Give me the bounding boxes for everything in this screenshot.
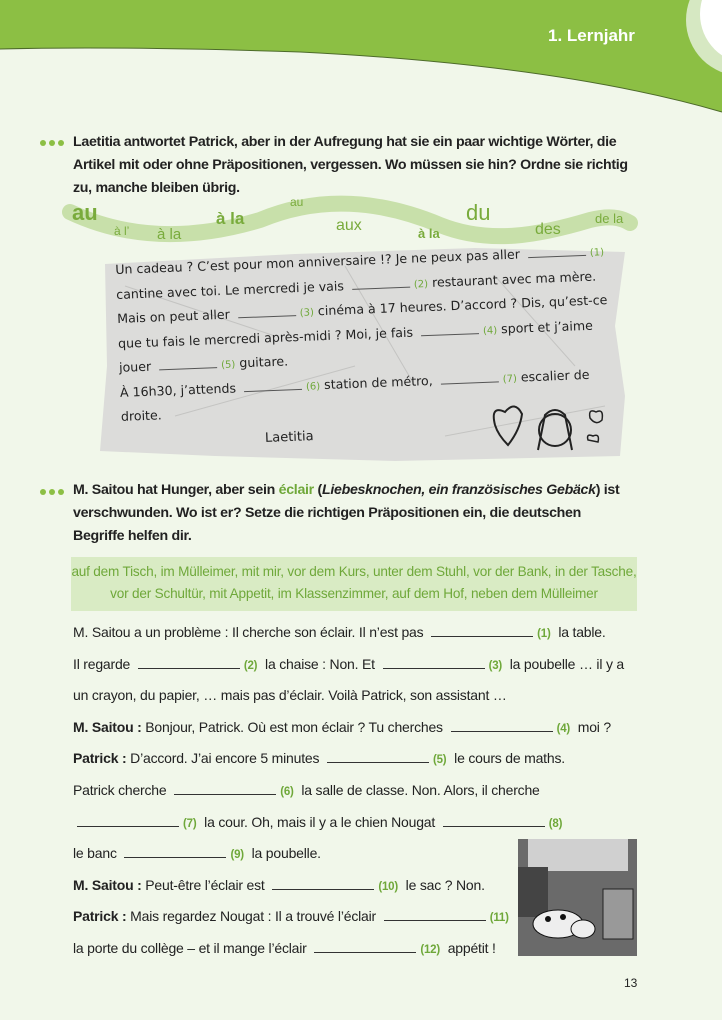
blank-number: (7) xyxy=(502,373,518,385)
text-segment: Un cadeau ? C’est pour mon anniversaire !? Je ne peux pas aller xyxy=(115,246,521,277)
text-segment: escalier de xyxy=(520,366,590,385)
blank-input[interactable] xyxy=(314,941,416,953)
blank-input[interactable] xyxy=(528,245,586,258)
blank-input[interactable] xyxy=(327,751,429,763)
blank-number: (5) xyxy=(220,359,236,371)
word-bank-item[interactable]: à la xyxy=(216,209,245,228)
text-segment: sport et j’aime xyxy=(500,317,594,336)
text-line xyxy=(73,782,624,814)
blank-number: (12) xyxy=(420,943,440,956)
word-box: auf dem Tisch, im Mülleimer, mit mir, vor dem Kurs, unter dem Stuhl, vor der Bank, in der Tasche, vor der Schultür, mit Appetit, im Klassenzimmer, auf dem Hof, neben dem Mülleimer xyxy=(71,557,637,611)
instruction-text: ) ist verschwunden. Wo ist er? Setze die richtigen Präpositionen ein, die deutschen Begriffe helfen dir. xyxy=(73,482,620,544)
blank-number: (11) xyxy=(489,912,509,925)
blank-number: (10) xyxy=(378,880,398,893)
page-number: 13 xyxy=(624,976,638,990)
exercise-bullet-icon xyxy=(40,140,64,146)
word-bank-item[interactable]: des xyxy=(535,221,561,238)
word-bank-item[interactable]: à la xyxy=(418,226,440,241)
blank-input[interactable] xyxy=(451,720,553,732)
blank-number: (1) xyxy=(589,247,605,259)
blank-input[interactable] xyxy=(272,878,374,890)
blank-input[interactable] xyxy=(431,625,533,637)
note-signature: Laetitia xyxy=(264,429,314,446)
highlight-word: éclair xyxy=(278,482,314,498)
header-banner xyxy=(0,0,722,120)
text-segment: guitare. xyxy=(239,353,289,371)
word-bank-item[interactable]: à la xyxy=(157,226,182,243)
text-line xyxy=(73,656,624,688)
blank-number: (3) xyxy=(299,307,315,319)
speaker-label: Patrick : xyxy=(73,908,127,925)
text-segment: D’accord. J’ai encore 5 minutes xyxy=(130,750,320,767)
blank-input[interactable] xyxy=(440,371,498,384)
blank-number: (1) xyxy=(537,628,551,640)
speaker-label: Patrick : xyxy=(73,750,127,767)
text-segment: un crayon, du papier, … mais pas d’éclair. Voilà Patrick, son assistant … xyxy=(73,687,507,704)
text-line xyxy=(73,750,624,782)
word-bank-item[interactable]: au xyxy=(290,195,304,209)
text-segment: M. Saitou a un problème : Il cherche son éclair. Il n’est pas xyxy=(73,624,424,640)
word-bank-item[interactable]: à l’ xyxy=(114,224,130,238)
blank-number: (9) xyxy=(230,849,244,862)
text-segment: Il regarde xyxy=(73,655,131,672)
blank-number: (7) xyxy=(183,817,197,830)
text-segment: le banc xyxy=(73,845,117,862)
text-segment: la salle de classe. Non. Alors, il cherche xyxy=(301,781,540,798)
instruction-text: M. Saitou hat Hunger, aber sein xyxy=(73,482,279,498)
blank-number: (6) xyxy=(280,785,294,798)
text-segment: le cours de maths. xyxy=(454,750,565,767)
blank-number: (2) xyxy=(243,659,258,672)
blank-number: (6) xyxy=(305,380,321,393)
word-bank-item[interactable]: aux xyxy=(336,217,362,234)
text-segment: Bonjour, Patrick. Où est mon éclair ? Tu cherches xyxy=(145,718,443,735)
blank-input[interactable] xyxy=(383,657,485,669)
blank-input[interactable] xyxy=(159,357,217,370)
chapter-title: 1. Lernjahr xyxy=(548,26,635,45)
text-segment: Peut-être l’éclair est xyxy=(145,876,265,893)
blank-input[interactable] xyxy=(77,815,179,827)
blank-number: (4) xyxy=(482,324,498,337)
text-line xyxy=(73,624,624,656)
blank-input[interactable] xyxy=(138,657,240,669)
text-segment: restaurant avec ma mère. xyxy=(431,268,597,290)
blank-input[interactable] xyxy=(238,305,296,318)
word-bank-item[interactable]: du xyxy=(466,200,491,225)
text-segment: que tu fais le mercredi après-midi ? Moi, je fais xyxy=(117,324,414,351)
text-line xyxy=(73,719,624,751)
doodle-hearts-face-icon xyxy=(490,400,610,460)
text-segment: la poubelle … il y a xyxy=(509,655,625,672)
blank-input[interactable] xyxy=(174,783,276,795)
text-segment: la chaise : Non. Et xyxy=(265,655,375,672)
word-bank-item[interactable]: de la xyxy=(595,211,624,226)
text-segment: appétit ! xyxy=(447,939,496,956)
text-segment: la poubelle. xyxy=(251,845,321,862)
instruction-text: ( xyxy=(313,482,322,498)
text-segment: jouer xyxy=(118,358,152,375)
text-segment: cinéma à 17 heures. D’accord ? Dis, qu’est-ce xyxy=(317,292,608,319)
text-segment: la cour. Oh, mais il y a le chien Nougat xyxy=(204,813,436,830)
exercise2-instruction xyxy=(73,479,633,548)
text-segment: Mais on peut aller xyxy=(116,306,231,326)
exercise-bullet-icon xyxy=(40,489,64,495)
word-bank-item[interactable]: au xyxy=(72,200,98,225)
blank-input[interactable] xyxy=(124,846,226,858)
text-segment: moi ? xyxy=(577,718,611,735)
blank-input[interactable] xyxy=(244,378,302,391)
blank-number: (5) xyxy=(432,754,447,767)
speaker-label: M. Saitou : xyxy=(73,876,142,893)
blank-number: (8) xyxy=(548,817,563,830)
text-segment: Mais regardez Nougat : Il a trouvé l’éclair xyxy=(130,908,377,925)
instruction-italic: Liebesknochen, ein französisches Gebäck xyxy=(321,482,596,498)
blank-input[interactable] xyxy=(352,276,410,289)
text-segment: Patrick cherche xyxy=(73,781,167,798)
text-segment: À 16h30, j’attends xyxy=(119,379,237,400)
blank-input[interactable] xyxy=(421,323,479,336)
blank-number: (4) xyxy=(556,722,571,735)
text-segment: la porte du collège – et il mange l’éclair xyxy=(73,939,307,956)
text-segment: droite. xyxy=(120,407,162,424)
dog-with-eclair-illustration xyxy=(518,839,637,956)
blank-number: (2) xyxy=(413,278,429,291)
blank-number: (3) xyxy=(488,659,503,672)
text-segment: le sac ? Non. xyxy=(405,876,485,893)
blank-input[interactable] xyxy=(384,909,486,921)
speaker-label: M. Saitou : xyxy=(73,718,142,735)
text-segment: station de métro, xyxy=(323,372,433,392)
text-segment: la table. xyxy=(558,624,606,640)
text-line xyxy=(73,687,624,719)
blank-input[interactable] xyxy=(443,815,545,827)
text-segment: cantine avec toi. Le mercredi je vais xyxy=(115,277,345,302)
exercise1-instruction: Laetitia antwortet Patrick, aber in der Aufregung hat sie ein paar wichtige Wörter, die Artikel mit oder ohne Präpositionen, vergessen. Wo müssen sie hin? Ordne sie richtig zu, manche bleiben übrig. xyxy=(73,134,628,196)
